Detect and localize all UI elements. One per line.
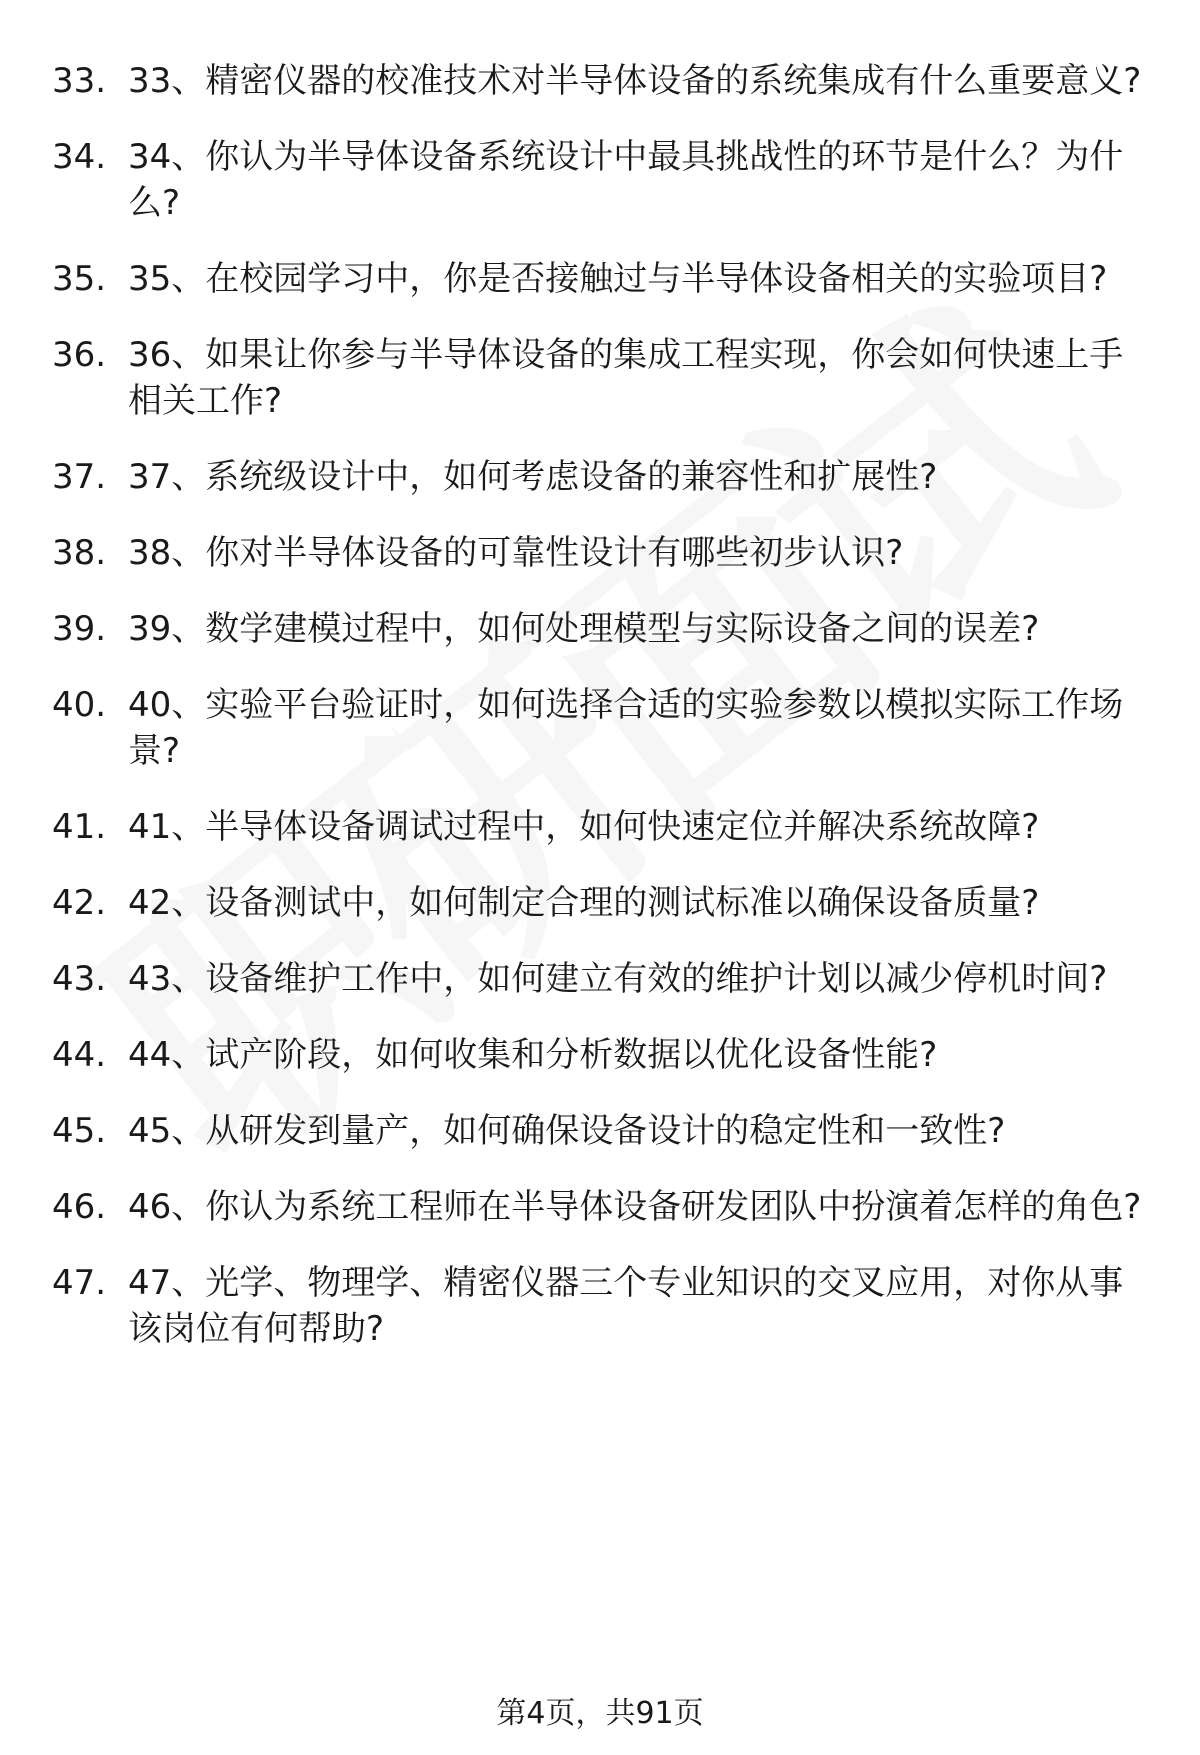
question-list — [52, 58, 1152, 1352]
list-item — [52, 1108, 1152, 1154]
item-number: 33. — [52, 61, 107, 101]
list-item — [52, 956, 1152, 1002]
list-item — [52, 804, 1152, 850]
item-text: 38、你对半导体设备的可靠性设计有哪些初步认识? — [128, 533, 904, 573]
item-number: 42. — [52, 883, 107, 923]
list-item — [52, 1032, 1152, 1078]
list-item — [52, 332, 1152, 424]
item-number: 39. — [52, 609, 107, 649]
item-number: 40. — [52, 685, 107, 725]
list-item — [52, 1184, 1152, 1230]
item-text: 33、精密仪器的校准技术对半导体设备的系统集成有什么重要意义? — [128, 61, 1142, 101]
list-item — [52, 454, 1152, 500]
item-number: 36. — [52, 335, 107, 375]
item-text: 44、试产阶段，如何收集和分析数据以优化设备性能? — [128, 1035, 938, 1075]
list-item — [52, 606, 1152, 652]
list-item — [52, 134, 1152, 226]
item-text: 41、半导体设备调试过程中，如何快速定位并解决系统故障? — [128, 807, 1040, 847]
item-number: 35. — [52, 259, 107, 299]
item-text: 36、如果让你参与半导体设备的集成工程实现，你会如何快速上手相关工作? — [128, 335, 1124, 421]
item-text: 39、数学建模过程中，如何处理模型与实际设备之间的误差? — [128, 609, 1040, 649]
item-text: 37、系统级设计中，如何考虑设备的兼容性和扩展性? — [128, 457, 938, 497]
list-item — [52, 880, 1152, 926]
list-item — [52, 58, 1152, 104]
page-footer: 第4页，共91页 — [496, 1696, 704, 1731]
item-number: 44. — [52, 1035, 107, 1075]
list-item — [52, 530, 1152, 576]
item-text: 45、从研发到量产，如何确保设备设计的稳定性和一致性? — [128, 1111, 1006, 1151]
item-number: 43. — [52, 959, 107, 999]
item-text: 40、实验平台验证时，如何选择合适的实验参数以模拟实际工作场景? — [128, 685, 1124, 771]
item-text: 42、设备测试中，如何制定合理的测试标准以确保设备质量? — [128, 883, 1040, 923]
list-item — [52, 1260, 1152, 1352]
item-text: 47、光学、物理学、精密仪器三个专业知识的交叉应用，对你从事该岗位有何帮助? — [128, 1263, 1124, 1349]
item-text: 43、设备维护工作中，如何建立有效的维护计划以减少停机时间? — [128, 959, 1108, 999]
item-number: 45. — [52, 1111, 107, 1151]
item-text: 46、你认为系统工程师在半导体设备研发团队中扮演着怎样的角色? — [128, 1187, 1142, 1227]
item-number: 47. — [52, 1263, 107, 1303]
item-text: 34、你认为半导体设备系统设计中最具挑战性的环节是什么？为什么? — [128, 137, 1124, 223]
item-number: 37. — [52, 457, 107, 497]
list-item — [52, 256, 1152, 302]
item-text: 35、在校园学习中，你是否接触过与半导体设备相关的实验项目? — [128, 259, 1108, 299]
item-number: 38. — [52, 533, 107, 573]
item-number: 41. — [52, 807, 107, 847]
item-number: 34. — [52, 137, 107, 177]
list-item — [52, 682, 1152, 774]
item-number: 46. — [52, 1187, 107, 1227]
